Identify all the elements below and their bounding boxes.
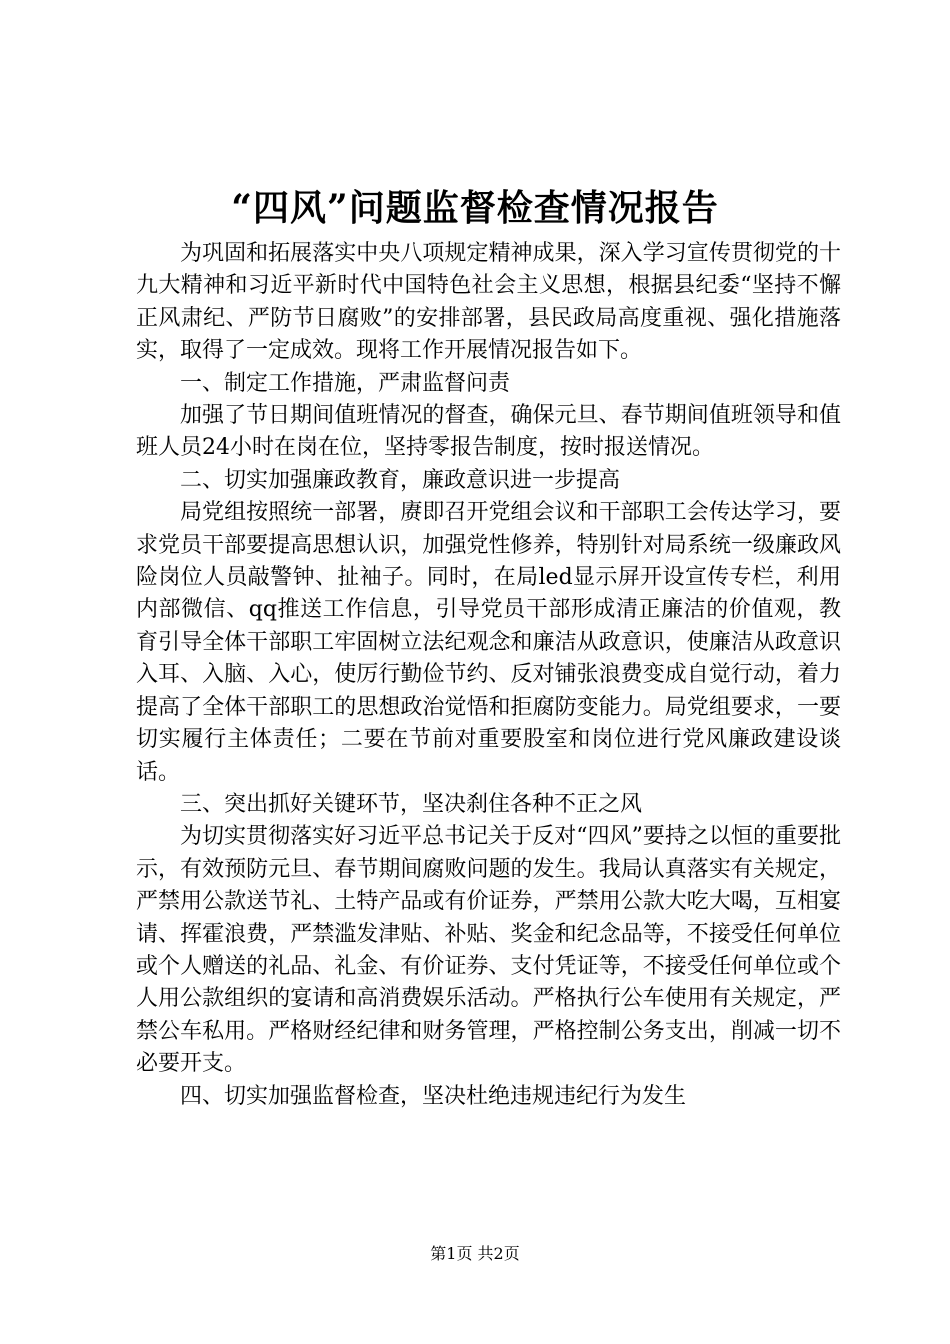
section-heading-1: 一、制定工作措施，严肃监督问责 bbox=[180, 370, 511, 396]
document-body bbox=[136, 238, 841, 1113]
section-heading-3: 三、突出抓好关键环节，坚决刹住各种不正之风 bbox=[180, 791, 643, 817]
paragraph-section-3: 为切实贯彻落实好习近平总书记关于反对“四风”要持之以恒的重要批示，有效预防元旦、春节期间腐败问题的发生。我局认真落实有关规定，严禁用公款送节礼、土特产品或有价证券，严禁用公款大吃大喝，互相宴请、挥霍浪费，严禁滥发津贴、补贴、奖金和纪念品等，不接受任何单位或个人赠送的礼品、礼金、有价证券、支付凭证等，不接受任何单位或个人用公款组织的宴请和高消费娱乐活动。严格执行公车使用有关规定，严禁公车私用。严格财经纪律和财务管理，严格控制公务支出，削减一切不必要开支。 bbox=[136, 824, 841, 1077]
section-heading-2: 二、切实加强廉政教育，廉政意识进一步提高 bbox=[180, 467, 621, 493]
paragraph-section-1: 加强了节日期间值班情况的督查，确保元旦、春节期间值班领导和值班人员24小时在岗在位，坚持零报告制度，按时报送情况。 bbox=[136, 403, 841, 461]
page-number-footer: 第1页 共2页 bbox=[430, 1244, 520, 1263]
document-title: “四风”问题监督检查情况报告 bbox=[231, 187, 719, 229]
paragraph-intro: 为巩固和拓展落实中央八项规定精神成果，深入学习宣传贯彻党的十九大精神和习近平新时代中国特色社会主义思想，根据县纪委“坚持不懈正风肃纪、严防节日腐败”的安排部署，县民政局高度重视、强化措施落实，取得了一定成效。现将工作开展情况报告如下。 bbox=[136, 241, 841, 364]
paragraph-section-2: 局党组按照统一部署，赓即召开党组会议和干部职工会传达学习，要求党员干部要提高思想认识，加强党性修养，特别针对局系统一级廉政风险岗位人员敲警钟、扯袖子。同时，在局led显示屏开设宣传专栏，利用内部微信、qq推送工作信息，引导党员干部形成清正廉洁的价值观，教育引导全体干部职工牢固树立法纪观念和廉洁从政意识，使廉洁从政意识入耳、入脑、入心，使厉行勤俭节约、反对铺张浪费变成自觉行动，着力提高了全体干部职工的思想政治觉悟和拒腐防变能力。局党组要求，一要切实履行主体责任；二要在节前对重要股室和岗位进行党风廉政建设谈话。 bbox=[136, 500, 841, 785]
section-heading-4: 四、切实加强监督检查，坚决杜绝违规违纪行为发生 bbox=[180, 1083, 687, 1109]
